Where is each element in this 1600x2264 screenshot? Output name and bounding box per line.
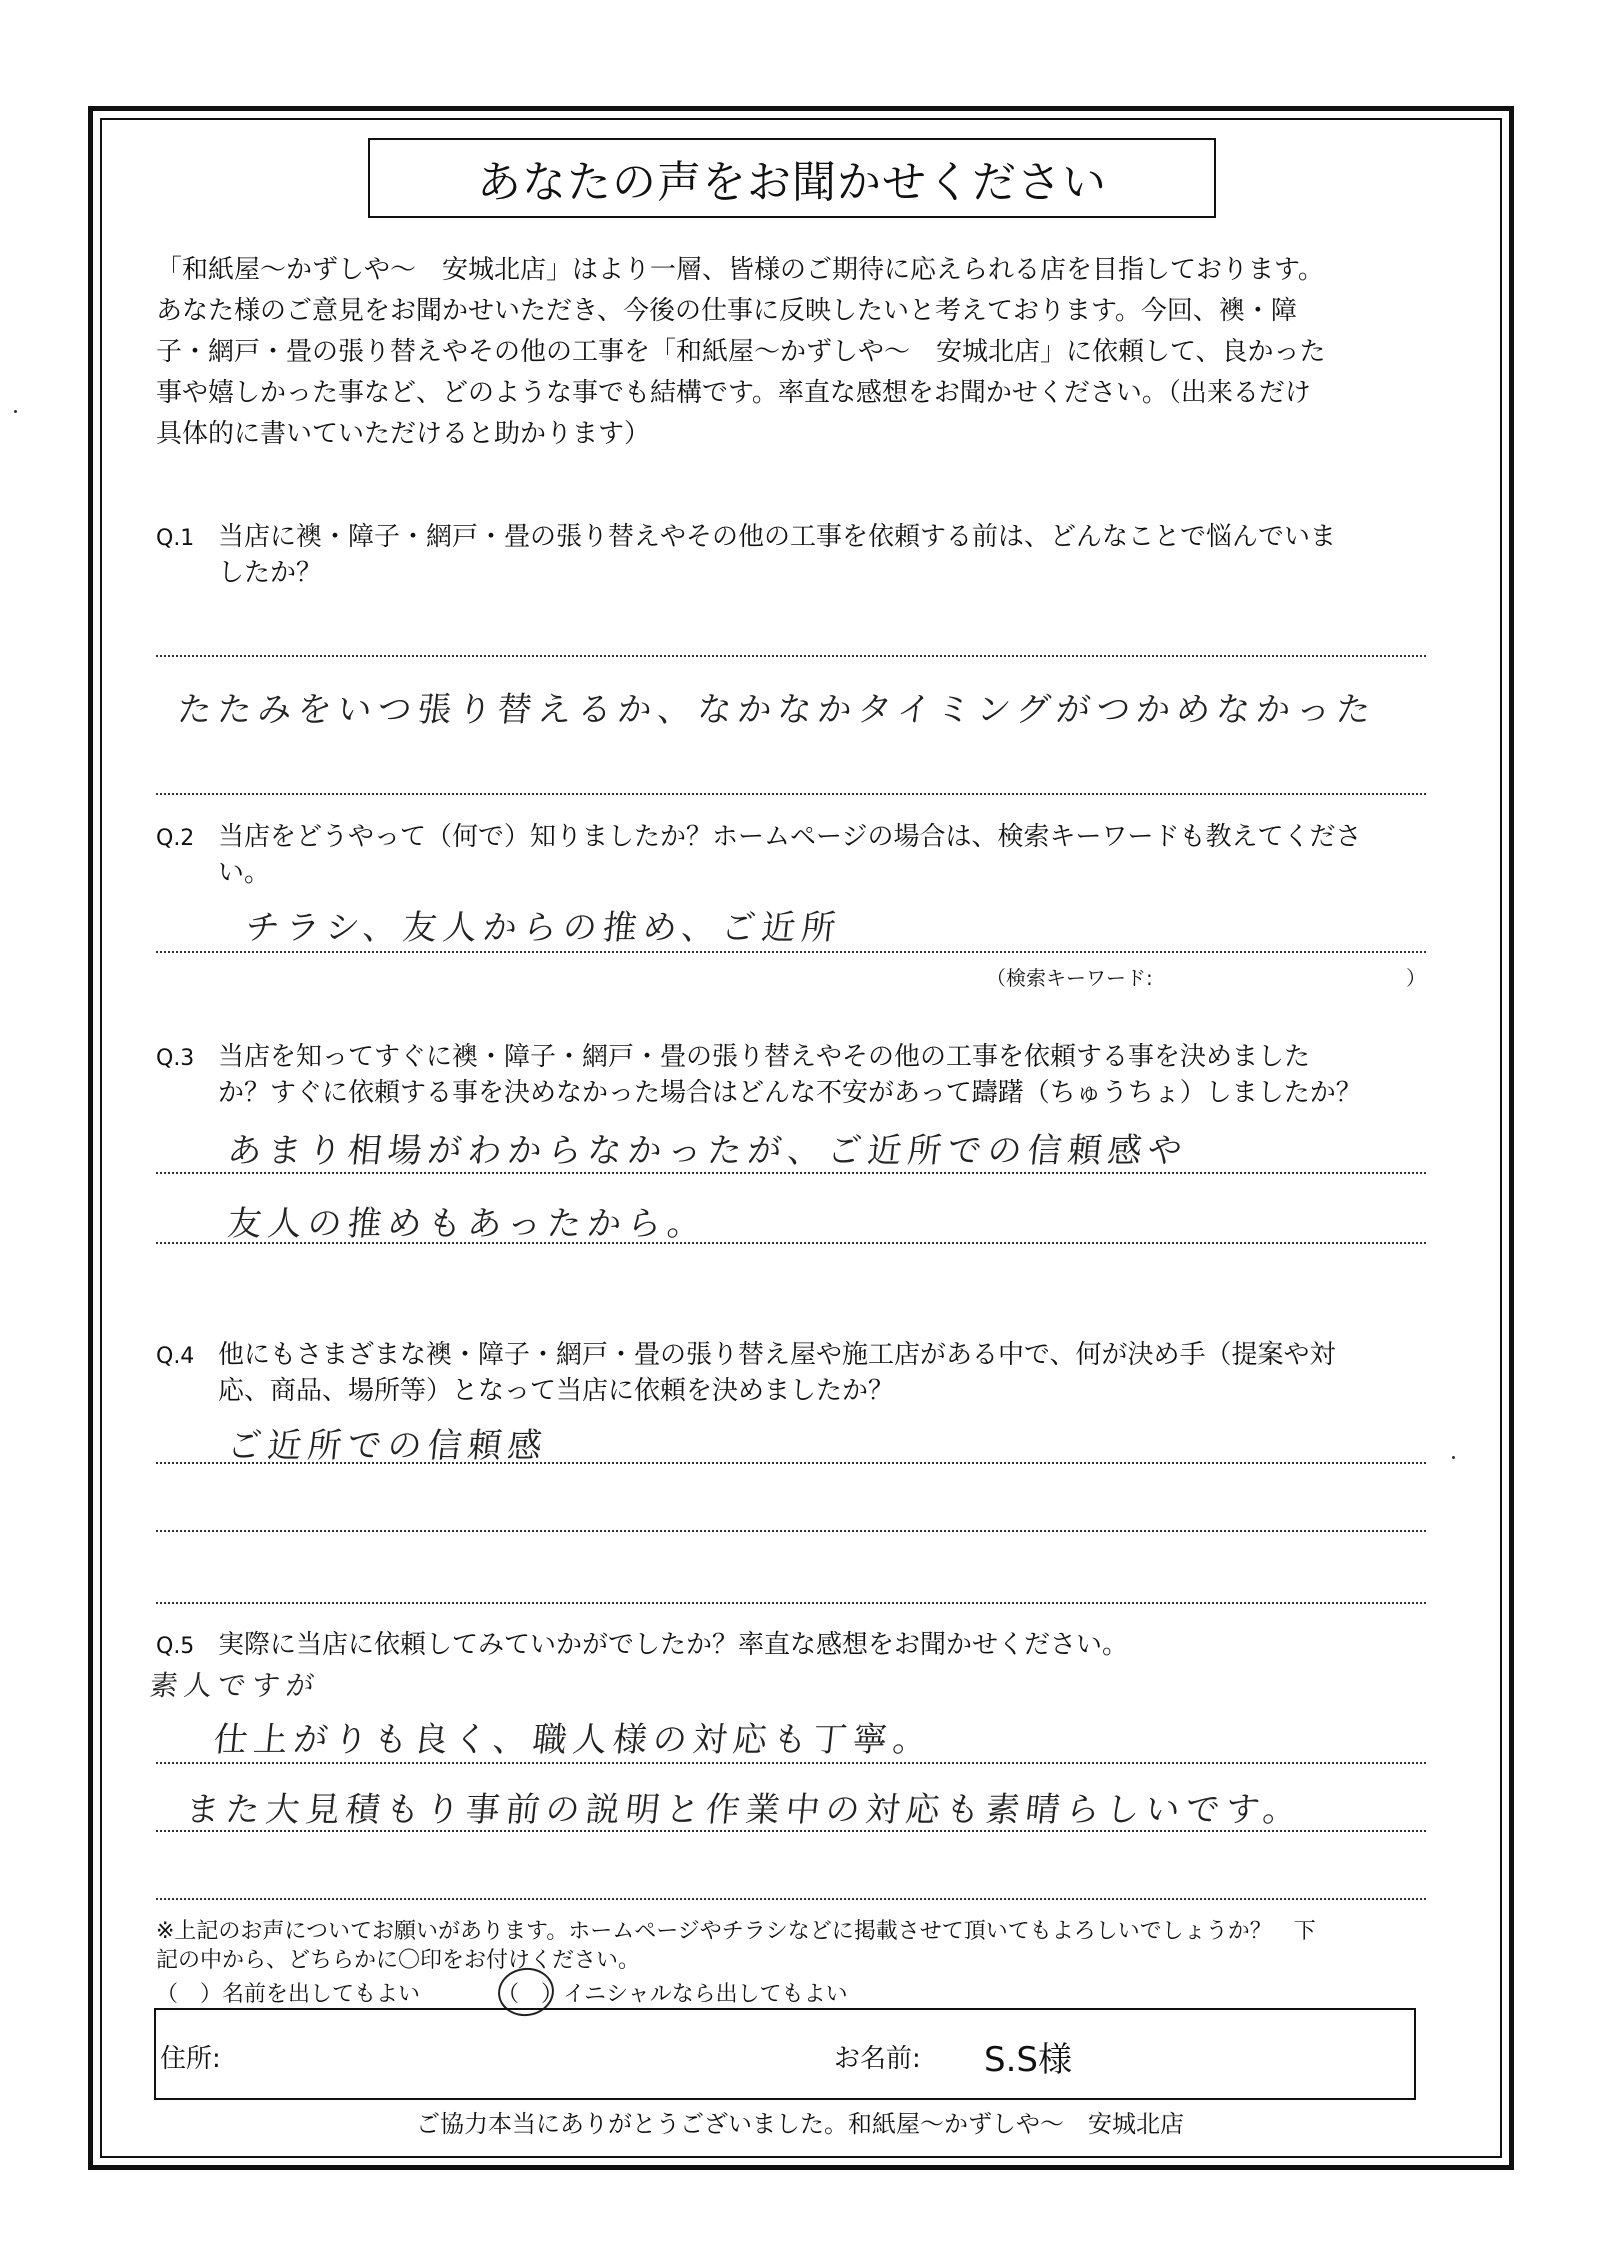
scan-speck (1452, 1456, 1455, 1459)
name-label: お名前: (834, 2044, 921, 2074)
note-line: ※上記のお声についてお願いがあります。ホームページやチラシなどに掲載させて頂いてもよろしいでしょうか？ 下 (156, 1919, 1316, 1944)
footer-thanks: ご協力本当にありがとうございました。和紙屋～かずしや～ 安城北店 (416, 2110, 1184, 2138)
question-5 (156, 1628, 1456, 1664)
question-text: 当店に襖・障子・網戸・畳の張り替えやその他の工事を依頼する前は、どんなことで悩んでいま (218, 522, 1337, 552)
search-keyword-field (986, 962, 1426, 991)
scan-speck (14, 410, 17, 413)
question-3 (156, 1040, 1456, 1110)
question-text: 当店を知ってすぐに襖・障子・網戸・畳の張り替えやその他の工事を依頼する事を決めました (218, 1042, 1311, 1072)
intro-text (156, 250, 1456, 455)
page-title: あなたの声をお聞かせください (368, 138, 1216, 218)
answer-line (156, 1762, 1426, 1764)
answer-line (156, 655, 1426, 657)
intro-line: あなた様のご意見をお聞かせいただき、今後の仕事に反映したいと考えております。今回、襖・障 (156, 296, 1297, 326)
handwritten-answer: あまり相場がわからなかったが、ご近所での信頼感や (225, 1131, 1190, 1171)
answer-line (156, 1242, 1426, 1244)
question-text: か？すぐに依頼する事を決めなかった場合はどんな不安があって躊躇（ちゅうちょ）しましたか？ (218, 1078, 1362, 1108)
question-number: Q.5 (156, 1634, 195, 1659)
option-full-name[interactable]: （ ）名前を出してもよい (156, 1982, 421, 2007)
question-text: 応、商品、場所等）となって当店に依頼を決めましたか？ (218, 1376, 895, 1406)
address-name-box (154, 2008, 1416, 2100)
question-text: 実際に当店に依頼してみていかがでしたか？率直な感想をお聞かせください。 (218, 1630, 1129, 1660)
question-2 (156, 820, 1456, 890)
question-number: Q.2 (156, 826, 195, 851)
address-label: 住所: (160, 2044, 221, 2074)
question-4 (156, 1338, 1456, 1408)
handwritten-answer: チラシ、友人からの推め、ご近所 (243, 908, 844, 948)
handwritten-answer: また大見積もり事前の説明と作業中の対応も素晴らしいです。 (183, 1790, 1306, 1830)
option-initials[interactable]: （ ）イニシャルなら出してもよい (497, 1982, 848, 2007)
handwritten-answer: 素人ですが (148, 1669, 322, 1702)
question-text: 当店をどうやって（何で）知りましたか？ホームページの場合は、検索キーワードも教えてくださ (218, 822, 1362, 852)
answer-line (156, 951, 1426, 953)
answer-line (156, 1530, 1426, 1532)
answer-line (156, 1830, 1426, 1832)
search-keyword-label: （検索キーワード: (986, 966, 1153, 990)
question-number: Q.1 (156, 526, 195, 551)
handwritten-answer: 仕上がりも良く、職人様の対応も丁寧。 (211, 1720, 936, 1760)
name-value: S.S様 (984, 2040, 1072, 2080)
handwritten-answer: 友人の推めもあったから。 (225, 1204, 710, 1244)
handwritten-answer: たたみをいつ張り替えるか、なかなかタイミングがつかめなかった (175, 690, 1379, 730)
answer-line (156, 1898, 1426, 1900)
intro-line: 具体的に書いていただけると助かります） (156, 419, 651, 449)
search-keyword-close: ） (1406, 966, 1426, 990)
consent-note (156, 1917, 1476, 1975)
answer-line (156, 1602, 1426, 1604)
question-text: したか？ (218, 558, 323, 588)
intro-line: 事や嬉しかった事など、どのような事でも結構です。率直な感想をお聞かせください。（出来るだけ (156, 378, 1311, 408)
intro-line: 子・網戸・畳の張り替えやその他の工事を「和紙屋～かずしや～ 安城北店」に依頼して、良かった (156, 337, 1326, 367)
answer-line (156, 1172, 1426, 1174)
handwritten-answer: ご近所での信頼感 (225, 1426, 550, 1466)
intro-line: 「和紙屋～かずしや～ 安城北店」はより一層、皆様のご期待に応えられる店を目指しております。 (156, 255, 1324, 285)
question-number: Q.4 (156, 1344, 195, 1369)
note-line: 記の中から、どちらかに〇印をお付けください。 (156, 1948, 641, 1973)
question-1 (156, 520, 1456, 590)
question-text: 他にもさまざまな襖・障子・網戸・畳の張り替え屋や施工店がある中で、何が決め手（提案や対 (218, 1340, 1336, 1370)
question-text: い。 (218, 858, 271, 888)
answer-line (156, 793, 1426, 795)
question-number: Q.3 (156, 1046, 195, 1071)
answer-line (156, 1462, 1426, 1464)
